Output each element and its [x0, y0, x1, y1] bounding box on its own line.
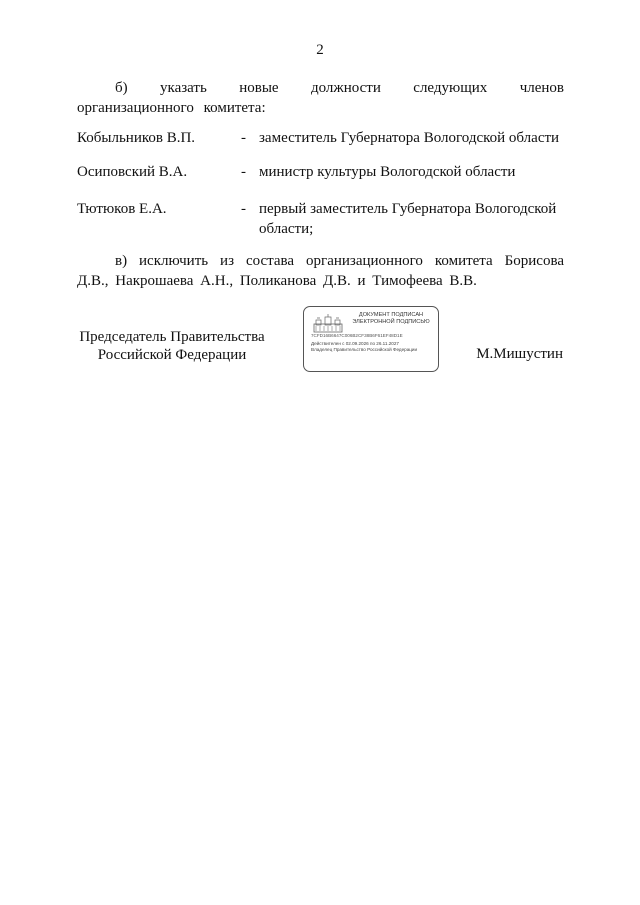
member-name: Тютюков Е.А. [77, 201, 167, 217]
stamp-certificate: 7CFD16B6647C006B2CF38B6F61EF48D1E [311, 333, 403, 338]
member-position: министр культуры Вологодской области [259, 164, 516, 180]
member-name: Кобыльников В.П. [77, 130, 196, 146]
stamp-header-line2: ЭЛЕКТРОННОЙ ПОДПИСЬЮ [352, 319, 430, 325]
signatory-title-line1: Председатель Правительства [79, 329, 265, 345]
stamp-header [348, 312, 434, 326]
stamp-validity: Действителен с 02.09.2026 по 26.11.2027 [311, 341, 399, 346]
member-name: Осиповский В.А. [77, 164, 188, 180]
paragraph-v: в) исключить из состава организационного комитета Борисова Д.В., Накрошаева А.Н., Поликанова Д.В. и Тимофеева В.В. [77, 253, 564, 289]
paragraph-b: б) указать новые должности следующих членов организационного комитета: [77, 80, 564, 116]
signatory-name: М.Мишустин [476, 346, 563, 362]
emblem-icon [312, 313, 344, 333]
electronic-signature-stamp [303, 306, 439, 372]
page-number: 2 [316, 42, 324, 58]
member-position: заместитель Губернатора Вологодской области [259, 130, 560, 146]
stamp-owner: Владелец Правительство Российской Федерации [311, 347, 418, 352]
signatory-title [77, 328, 267, 364]
member-dash: - [241, 130, 246, 146]
member-dash: - [241, 201, 246, 217]
stamp-header-line1: ДОКУМЕНТ ПОДПИСАН [358, 312, 424, 318]
member-dash: - [241, 164, 246, 180]
signatory-title-line2: Российской Федерации [97, 347, 247, 363]
member-position: первый заместитель Губернатора Вологодской области; [259, 201, 557, 237]
